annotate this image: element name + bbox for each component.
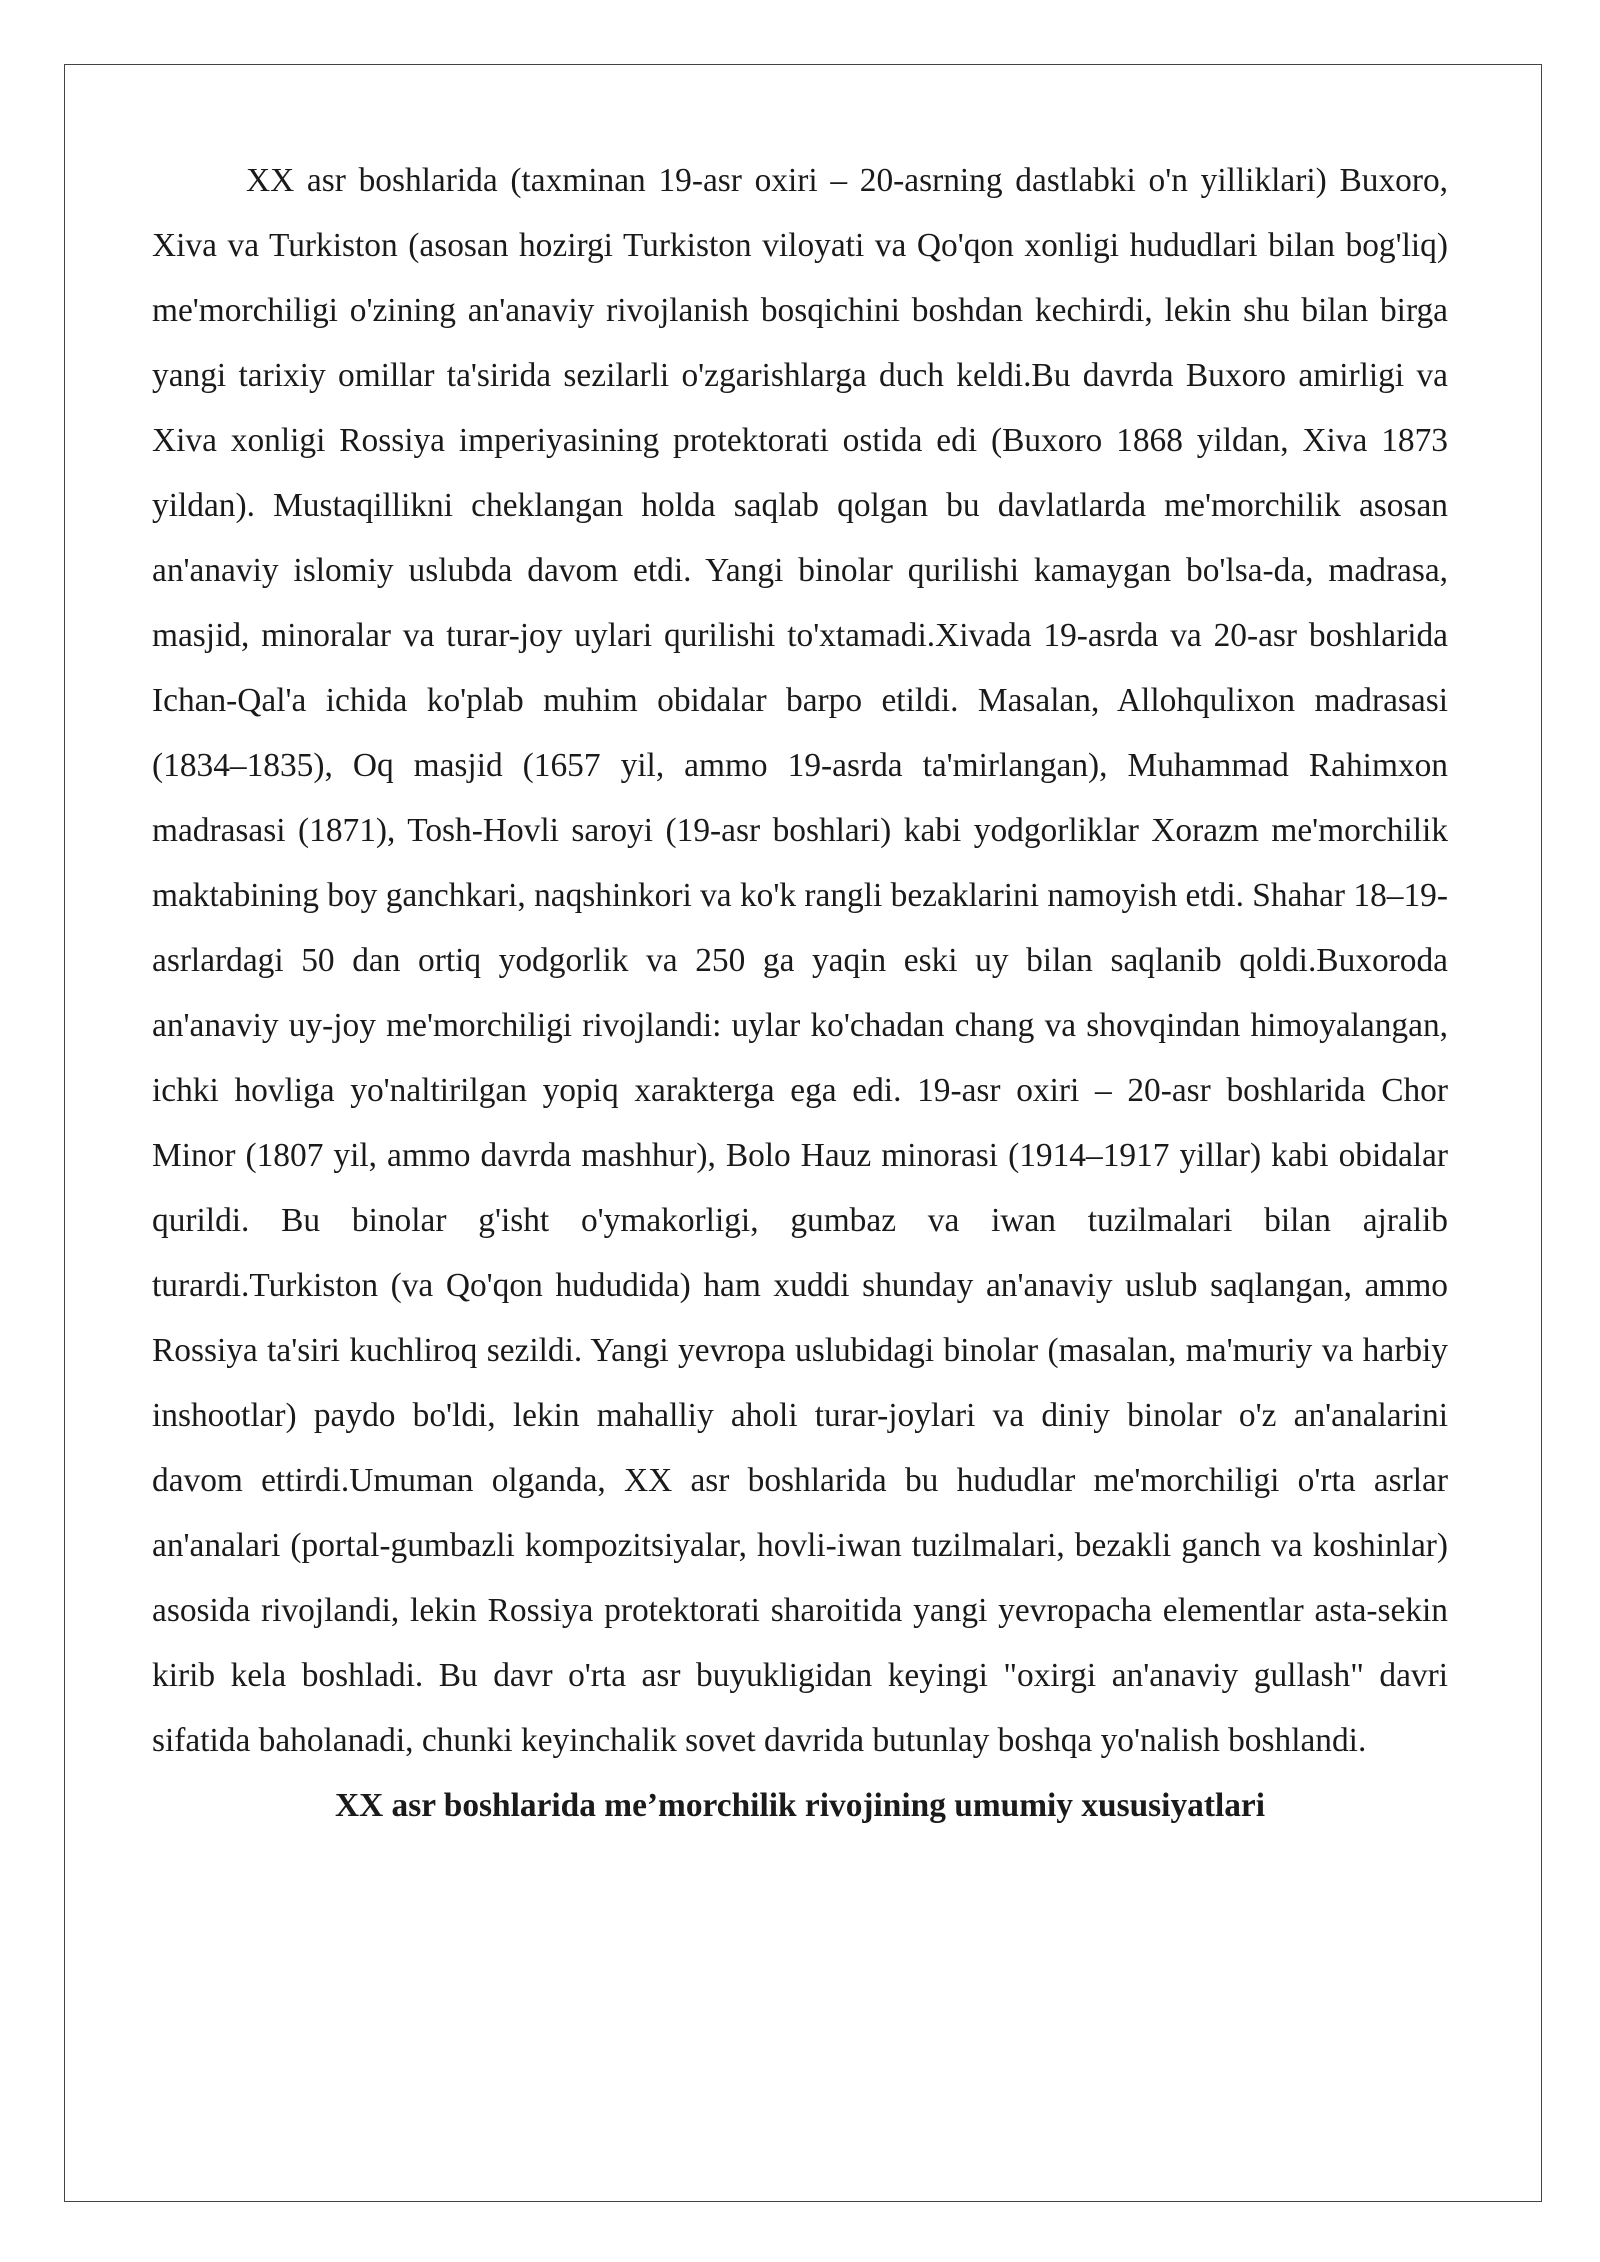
document-content [152,148,1448,1838]
body-paragraph: XX asr boshlarida (taxminan 19-asr oxiri – 20-asrning dastlabki o'n yilliklari) Buxoro, Xiva va Turkiston (asosan hozirgi Turkiston viloyati va Qo'qon xonligi hududlari bilan bog'liq) me'morchiligi o'zining an'anaviy rivojlanish bosqichini boshdan kechirdi, lekin shu bilan birga yangi tarixiy omillar ta'sirida sezilarli o'zgarishlarga duch keldi.Bu davrda Buxoro amirligi va Xiva xonligi Rossiya imperiyasining protektorati ostida edi (Buxoro 1868 yildan, Xiva 1873 yildan). Mustaqillikni cheklangan holda saqlab qolgan bu davlatlarda me'morchilik asosan an'anaviy islomiy uslubda davom etdi. Yangi binolar qurilishi kamaygan bo'lsa-da, madrasa, masjid, minoralar va turar-joy uylari qurilishi to'xtamadi.Xivada 19-asrda va 20-asr boshlarida Ichan-Qal'a ichida ko'plab muhim obidalar barpo etildi. Masalan, Allohqulixon madrasasi (1834–1835), Oq masjid (1657 yil, ammo 19-asrda ta'mirlangan), Muhammad Rahimxon madrasasi (1871), Tosh-Hovli saroyi (19-asr boshlari) kabi yodgorliklar Xorazm me'morchilik maktabining boy ganchkari, naqshinkori va ko'k rangli bezaklarini namoyish etdi. Shahar 18–19-asrlardagi 50 dan ortiq yodgorlik va 250 ga yaqin eski uy bilan saqlanib qoldi.Buxoroda an'anaviy uy-joy me'morchiligi rivojlandi: uylar ko'chadan chang va shovqindan himoyalangan, ichki hovliga yo'naltirilgan yopiq xarakterga ega edi. 19-asr oxiri – 20-asr boshlarida Chor Minor (1807 yil, ammo davrda mashhur), Bolo Hauz minorasi (1914–1917 yillar) kabi obidalar qurildi. Bu binolar g'isht o'ymakorligi, gumbaz va iwan tuzilmalari bilan ajralib turardi.Turkiston (va Qo'qon hududida) ham xuddi shunday an'anaviy uslub saqlangan, ammo Rossiya ta'siri kuchliroq sezildi. Yangi yevropa uslubidagi binolar (masalan, ma'muriy va harbiy inshootlar) paydo bo'ldi, lekin mahalliy aholi turar-joylari va diniy binolar o'z an'analarini davom ettirdi.Umuman olganda, XX asr boshlarida bu hududlar me'morchiligi o'rta asrlar an'analari (portal-gumbazli kompozitsiyalar, hovli-iwan tuzilmalari, bezakli ganch va koshinlar) asosida rivojlandi, lekin Rossiya protektorati sharoitida yangi yevropacha elementlar asta-sekin kirib kela boshladi. Bu davr o'rta asr buyukligidan keyingi "oxirgi an'anaviy gullash" davri sifatida baholanadi, chunki keyinchalik sovet davrida butunlay boshqa yo'nalish boshlandi. [152,162,1448,1759]
section-heading: XX asr boshlarida me’morchilik rivojining umumiy xususiyatlari [334,1787,1266,1824]
